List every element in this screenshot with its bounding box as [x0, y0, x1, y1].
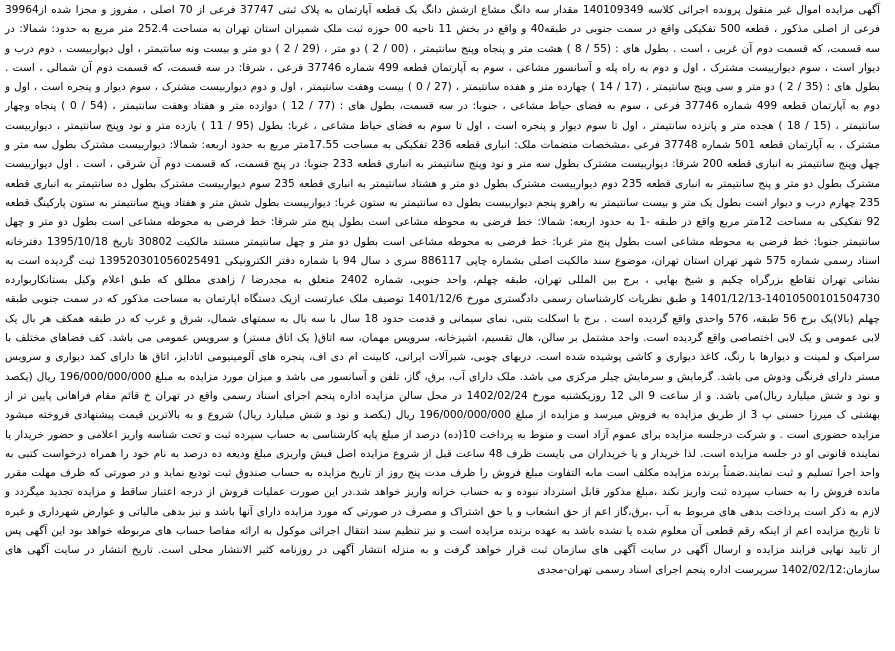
auction-notice-body: آگهی مزایده اموال غیر منقول پرونده اجرائی کلاسه 140109349 مقدار سه دانگ مشاع ازشش دانگ یک قطعه آپارتمان به پلاک ثبتی 37747 فرعی از 70 اصلی ، مفروز و مجزا شده از39964 فرعی از اصلی مذکور ، قطعه 500 تفکیکی واقع در سمت جنوبی در طبقه40 و واقع در بخش 11 ناحیه 00 حوزه ثبت ملک شمیران استان تهران به مساحت 252.4 متر مربع به حدود: شمالا: در سه قسمت، که قسمت دوم آن غربی ، است . بطول های : (55 / 8 ) هشت متر و پنجاه وپنج سانتیمتر ، (00 / 2 ) دو متر ، (29 / 2 ) دو متر و بیست ونه سانتیمتر ، اول دیواربیست ، دوم درب و دیوار است ، سوم دیواربیست مشترک ، اول و دوم به راه پله و آسانسور مشاعی ، سوم به آپارتمان قطعه 499 شماره 37746 فرعی ، شرقا: در سه قسمت، که قسمت دوم آن شمالی ، است . بطول های : (35 / 2 ) دو متر و سی وپنج سانتیمتر ، (17 / 14 ) چهارده متر و هفده سانتیمتر ، (27 / 0 ) بیست وهفت سانتیمتر ، اول و دوم دیواربیست مشترک ، سوم دیوار و پنجره است ، اول و دوم به آپارتمان قطعه 499 شماره 37746 فرعی ، سوم به فضای حیاط مشاعی ، جنوبا: در سه قسمت، بطول های : (77 / 12 ) دوازده متر و هفتاد وهفت سانتیمتر ، (54 / 0 ) پنجاه وچهار سانتیمتر ، (15 / 18 ) هجده متر و پانزده سانتیمتر ، اول تا سوم دیوار و پنجره است ، اول تا سوم به فضای حیاط مشاعی ، غربا: بطول (95 / 11 ) یازده متر و نود وپنج سانتیمتر ، دیواربیست مشترک ، به آپارتمان قطعه 501 شماره 37748 فرعی ،مشخصات منضمات ملک: انباری قطعه 236 تفکیکی به مساحت 17.55متر مربع به حدود اربعه: شمالا: دیواربیست مشترک بطول سه متر و چهل وپنج سانتیمتر به انباری قطعه 200 شرقا: دیواربیست مشترک بطول سه متر و نود وپنج سانتیمتر به انباری قطعه 233 جنوبا: در پنج قسمت، که قسمت دوم آن شرقی ، است . اول دیواربیست مشترک بطول دو متر و پنج سانتیمتر به انباری قطعه 235 دوم دیواربیست مشترک بطول دو متر و هشتاد سانتیمتر به انباری قطعه 235 سوم دیواربیست مشترک بطول ده سانتیمتر به انباری قطعه 235 چهارم درب و دیوار است بطول یک متر و بیست سانتیمتر به راهرو پنجم دیواربیست بطول ده سانتیمتر به ستون غربا: دیواربیست بطول شش متر و هفتاد وپنج سانتیمتر به ستون پارکینگ قطعه 92 تفکیکی به مساحت 12متر مربع واقع در طبقه -1 به حدود اربعه: شمالا: خط فرضی به محوطه مشاعی است بطول پنج متر شرقا: خط فرضی به محوطه مشاعی است بطول دو متر و چهل سانتیمتر جنوبا: خط فرضی به محوطه مشاعی است بطول پنج متر غربا: خط فرضی به محوطه مشاعی است بطول دو متر و چهل سانتیمتر مستند مالکیت 30802 تاریخ 1395/10/18 دفترخانه اسناد رسمی شماره 575 شهر تهران استان تهران، موضوع سند مالکیت اصلی بشماره چاپی 886117 سری د سال 94 با شماره دفتر الکترونیکی 139520301056025491 ثبت گردیده است به نشانی تهران تقاطع بزرگراه چکیم و شیخ بهایی ، برج بین المللی تهران، طبقه چهلم، واحد جنوبی، شماره 2402 متعلق به مجدرضا / زاهدی مطلق که طبق اعلام وکیل بستانکاربوارده 14010500101504730-1401/12/13 و طبق نظریات کارشناسان رسمی دادگستری مورخ 1401/12/6 توصیف ملک عبارتست ازیک دستگاه اپارتمان به مساحت مذکور که در سمت جنوبی طبقه چهلم (بالا)یک برج 56 طبقه، 576 واحدی واقع گردیده است . برج با اسکلت بتنی، نمای سیمانی و قدمت حدود 18 سال با سه بال به سمتهای شمال، شرق و غرب که در طبقه همکف هر بال یک لابی عمومی و یک لابی اختصاصی واقع گردیده است. واحد مشتمل بر سالن، هال تقسیم، اشپزخانه، سرویس مهمان، سه اتاق( یک اتاق مستر) و سرویس عمومی می باشد. کف فضاهای مختلف با سرامیک و لمینت و دیوارها با رنگ، کاغذ دیواری و کاشی پوشیده شده است. دربهای چوبی، شیرآلات ایرانی، کابینت ام دی اف، پنجره های آلومینیومی اتادایز، اتاق ها دارای کمد دیواری و سرویس مستر دارای فرنگی ودوش می باشد. گرمایش و سرمایش چیلر مرکزی می باشد. ملک دارای آب، برق، گاز، تلفن و آسانسور می باشد و میزان مورد مزایده به مبلغ 196/000/000/000 ریال (یکصد و نود و شش میلیارد ریال)می باشد. و از ساعت 9 الی 12 روزیکشنبه مورخ 1402/02/24 در محل سالن مزایده اداره پنجم اجرای اسناد رسمی واقع در تهران خ قائم مقام فراهانی پایین تر از بهشتی ک میرزا حسنی پ 3 از طریق مزایده به فروش میرسد و مزایده از مبلغ 196/000/000/000 ریال (یکصد و نود و شش میلیارد ریال) شروع و به بالاترین قیمت پیشنهادی فروخته میشود مزایده حضوری است . و شرکت درجلسه مزایده برای عموم آزاد است و منوط به پرداخت 10(ده) درصد از مبلغ پایه کارشناسی به حساب سپرده ثبت و تحت شناسه واریز اعلامی و حضور خریدار یا نماینده قانونی او در جلسه مزایده است. لذا خریدار و یا خریداران می بایست ظرف 48 ساعت قبل از شروع مزایده اصل فیش واریزی مبلغ ودیعه ده درصد به نام خود را همراه درخواست کتبی به واحد اجرا تسلیم و ثبت نمایند.ضمناً برنده مزایده مکلف است مابه التفاوت مبلغ فروش را ظرف مدت پنج روز از تاریخ مزایده به حساب صندوق ثبت تودیع نماید و در صورتی که ظرف مهلت مقرر مانده فروش را به حساب سپرده ثبت واریز نکند ،مبلغ مذکور قابل استرداد نبوده و به حساب خزانه واریز خواهد شد.در این صورت عملیات فروش از درجه اعتبار ساقط و مزایده تجدید میگردد و لازم به ذکر است پرداخت بدهی های مربوط به آب ،برق،گاز اعم از حق انشعاب و یا حق اشتراک و مصرف در صورتی که مورد مزایده دارای آنها باشد و نیز بدهی مالیاتی و عوارض شهرداری و غیره تا تاریخ مزایده اعم از اینکه رقم قطعی آن معلوم شده یا نشده باشد به عهده برنده مزایده است و نیز تنظیم سند انتقال اجرائی موکول به ارائه مفاصا حساب های مربوطه خواهد بود این آگهی پس از تایید نهایی فرایند مزایده و ارسال آگهی در سایت آگهی های سازمان ثبت قرار خواهد گرفت و به منزله انتشار آگهی در روزنامه کثیر الانتشار محلی است. تاریخ انتشار در سایت آگهی های سازمان:1402/02/12 سرپرست اداره پنجم اجرای اسناد رسمی تهران-مجدی: [5, 4, 881, 576]
